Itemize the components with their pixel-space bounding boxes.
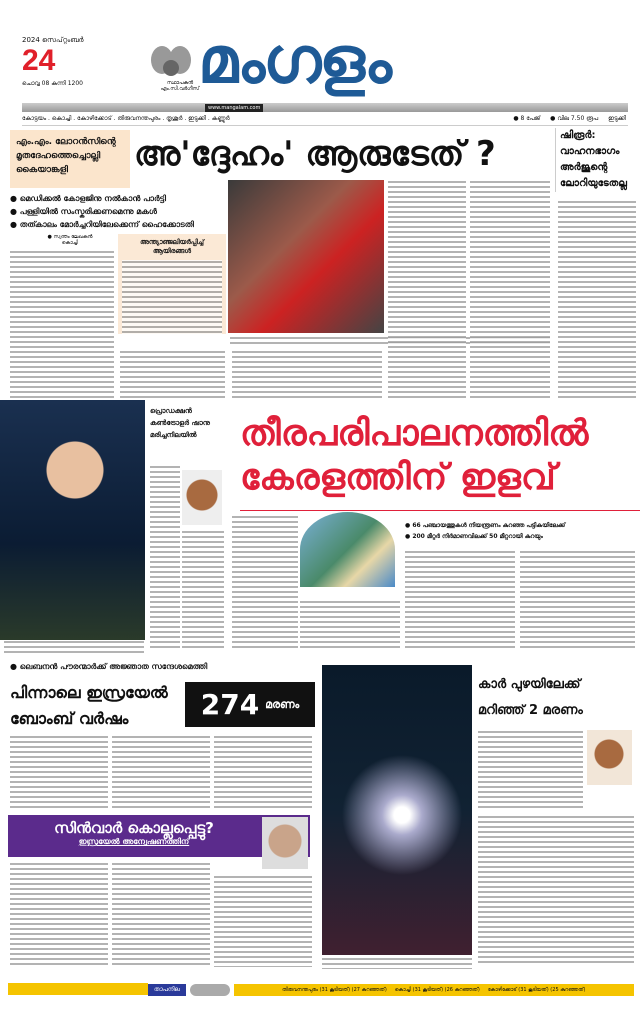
date-day: 24 xyxy=(22,44,56,77)
crz-headline[interactable]: തീരപരിപാലനത്തിൽ കേരളത്തിന് ഇളവ് xyxy=(240,413,589,498)
byline: ● സ്വന്തം ലേഖകൻ കൊച്ചി xyxy=(47,234,93,246)
accident-photo xyxy=(322,665,472,955)
bullet: ● മെഡിക്കൽ കോളജിനു നൽകാൻ പാർട്ടി xyxy=(10,194,166,203)
footer-pill xyxy=(190,984,230,996)
crz-body-text xyxy=(405,550,515,650)
photo-caption xyxy=(4,640,144,654)
shanu-headline[interactable]: പ്രൊഡക്ഷൻ കൺട്രോളർ ഷാനു മരിച്ചനിലയിൽ xyxy=(150,407,210,439)
malayalam-date: ചൊവ്വ 08 കന്നി 1200 xyxy=(22,80,83,87)
shanu-body-text xyxy=(150,465,180,650)
bullet: ● 66 പഞ്ചായത്തുകൾ നിയന്ത്രണം കുറഞ്ഞ പട്ടികയിലേക്ക് xyxy=(405,522,566,529)
lead-body-text xyxy=(120,350,225,400)
divider xyxy=(22,125,628,126)
sinwar-body-text xyxy=(112,862,210,967)
accident-headline[interactable]: കാർ പുഴയിലേക്ക് മറിഞ്ഞ് 2 മരണം xyxy=(478,677,583,718)
lead-kicker: എം.എം. ലോറൻസിന്റെ മൃതദേഹത്തെച്ചൊല്ലി കൈയാങ്കളി xyxy=(10,130,130,188)
website-url[interactable]: www.mangalam.com xyxy=(205,104,263,112)
lebanon-body-text xyxy=(112,735,210,810)
temp-item: തിരുവനന്തപുരം (31 കൂടിയത്) (27 കുറഞ്ഞത്) xyxy=(282,987,387,993)
masthead-meta xyxy=(513,115,626,123)
bullet: ● തത്കാലം മോർച്ചറിയിലേക്കെന്ന് ഹൈക്കോടതി xyxy=(10,220,194,229)
sinwar-banner[interactable]: സിൻവാർ കൊല്ലപ്പെട്ടു? ഇസ്രയേൽ അന്വേഷണത്തിന് xyxy=(8,815,310,857)
side-story-headline[interactable]: ഷിരൂർ: വാഹനഭാഗം അർജുന്റെ ലോറിയുടേതല്ല xyxy=(555,128,637,192)
sinwar-photo xyxy=(262,817,308,869)
crz-body-text xyxy=(232,515,298,650)
newspaper-logo: മംഗളം xyxy=(198,24,390,98)
temperature-label: താപനില xyxy=(148,984,186,996)
coast-photo xyxy=(300,512,395,587)
side-body-text xyxy=(558,200,636,400)
bullet: ● 200 മീറ്റർ നിർമാണവിലക്ക് 50 മീറ്ററായി കുറയും xyxy=(405,533,543,540)
temperature-strip xyxy=(8,983,634,997)
lebanon-kicker: ● ലെബനൻ പൗരന്മാർക്ക് അജ്ഞാത സന്ദേശമെത്തി xyxy=(10,662,208,671)
divider xyxy=(240,510,640,511)
lebanon-body-text xyxy=(10,735,108,810)
price: ● വില 7.50 രൂപ xyxy=(550,115,599,122)
lead-body-text xyxy=(10,250,114,400)
crz-body-text xyxy=(300,600,400,650)
bullet: ● പള്ളിയിൽ സംസ്കരിക്കണമെന്നു മകൾ xyxy=(10,207,157,216)
lead-body-text xyxy=(232,350,382,400)
photo-caption xyxy=(322,957,472,969)
edition-name: ഇടുക്കി xyxy=(608,115,626,122)
sidebar-box: അന്ത്യാഞ്ജലിയർപ്പിച്ച് ആയിരങ്ങൾ xyxy=(118,234,226,334)
edition-cities: കോട്ടയം . കൊച്ചി . കോഴിക്കോട് . തിരുവനന്തപുരം . തൃശൂർ . ഇടുക്കി . കണ്ണൂർ xyxy=(22,115,230,122)
temperature-list xyxy=(234,984,634,996)
speech-photo xyxy=(0,400,145,640)
lead-body-text xyxy=(388,180,466,400)
elephant-emblem-icon xyxy=(148,42,194,78)
accident-body-text xyxy=(478,815,634,965)
crz-body-text xyxy=(520,550,635,650)
portrait-photo xyxy=(182,470,222,525)
masthead-bar xyxy=(22,103,628,112)
temp-item: കൊച്ചി (31 കൂടിയത്) (26 കുറഞ്ഞത്) xyxy=(394,987,480,993)
page-count: ● 8 പേജ് xyxy=(513,115,541,122)
publisher-credit: സ്ഥാപകൻ എം.സി.വർഗീസ് xyxy=(160,80,200,92)
temp-item: കോഴിക്കോട് (31 കൂടിയത്) (25 കുറഞ്ഞത്) xyxy=(487,987,586,993)
lebanon-headline[interactable]: പിന്നാലെ ഇസ്രയേൽ ബോംബ് വർഷം xyxy=(10,683,168,728)
sinwar-body-text xyxy=(214,875,312,967)
lebanon-body-text xyxy=(214,735,312,810)
shanu-body-text xyxy=(182,530,224,650)
lead-photo xyxy=(228,180,384,333)
crz-bullets xyxy=(405,520,565,542)
lead-body-text xyxy=(470,180,550,400)
accident-body-text xyxy=(478,730,583,810)
lead-headline[interactable]: അ'ദ്ദേഹം' ആരുടേത് ? xyxy=(134,134,496,174)
lead-bullets xyxy=(10,192,194,231)
victim-photo xyxy=(587,730,632,785)
death-toll-box: 274 മരണം xyxy=(185,682,315,727)
sinwar-body-text xyxy=(10,862,108,967)
date-year-month: 2024 സെപ്റ്റംബർ xyxy=(22,36,84,44)
